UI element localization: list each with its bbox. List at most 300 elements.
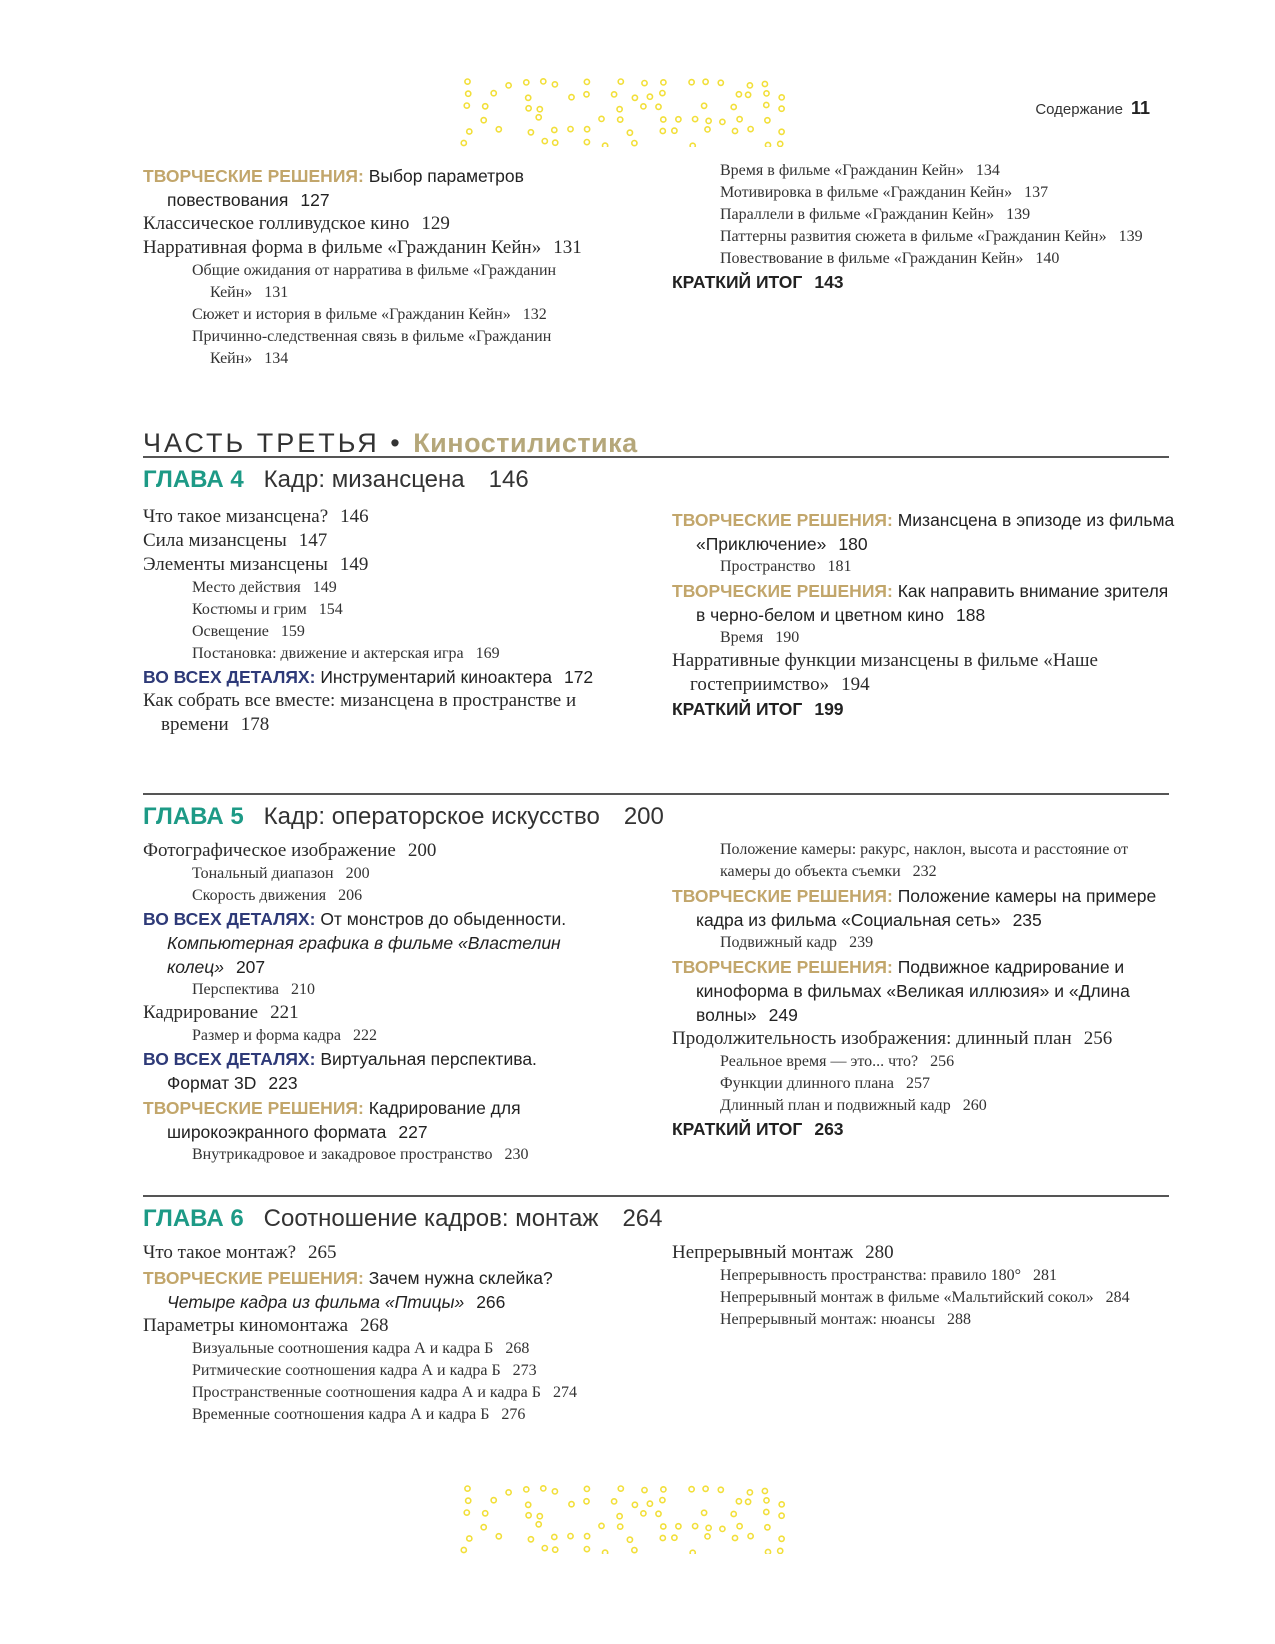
decor-dot: [705, 127, 710, 132]
toc-entry: [143, 304, 603, 326]
toc-page-number: 132: [522, 306, 547, 323]
decor-dot: [765, 142, 770, 147]
decor-dot: [693, 1524, 698, 1529]
toc-page-number: 149: [339, 554, 369, 575]
decor-dot: [642, 1488, 647, 1493]
decor-dot: [526, 95, 531, 100]
decor-dot: [599, 116, 604, 121]
running-title: Содержание: [1035, 101, 1123, 118]
decor-dot: [506, 1490, 511, 1495]
toc-page-number: 221: [270, 1002, 299, 1023]
toc-entry: [143, 553, 603, 577]
decor-dot: [690, 143, 695, 147]
decor-dot: [746, 1499, 751, 1504]
feature-keyword: ТВОРЧЕСКИЕ РЕШЕНИЯ:: [672, 886, 893, 906]
toc-page-number: 178: [240, 714, 270, 735]
toc-entry: [672, 160, 1182, 182]
chapter-4-heading: [143, 466, 529, 494]
toc-entry: [143, 599, 603, 621]
toc-entry: [672, 204, 1182, 226]
toc-ch5-right: [672, 839, 1182, 1141]
decor-dot: [731, 1511, 736, 1516]
decor-dot: [718, 1487, 723, 1492]
toc-page-number: 207: [235, 957, 266, 977]
toc-entry-text: Фотографическое изображение: [143, 840, 396, 861]
toc-entry-text: Классическое голливудское кино: [143, 213, 410, 234]
toc-entry-text: Что такое мизансцена?: [143, 506, 329, 527]
divider: [143, 793, 1169, 795]
decor-dot: [585, 1534, 590, 1539]
toc-page-number: 140: [1035, 250, 1060, 267]
toc-entry: [143, 885, 603, 907]
toc-entry-text: Элементы мизансцены: [143, 554, 328, 575]
decor-dot: [720, 119, 725, 124]
toc-entry-text: Причинно-следственная связь в фильме «Гражданин Кейн»: [192, 328, 552, 367]
decor-dot: [748, 1534, 753, 1539]
decor-dot: [778, 141, 783, 146]
decor-dot: [528, 130, 533, 135]
toc-entry-text: Размер и форма кадра: [192, 1027, 341, 1044]
toc-entry: [143, 505, 603, 529]
chapter-page: 146: [488, 466, 529, 493]
toc-feature-entry: [672, 579, 1182, 627]
decor-dot: [672, 128, 677, 133]
toc-page-number: 169: [475, 645, 500, 662]
decor-dot: [568, 127, 573, 132]
decor-dot: [661, 1524, 666, 1529]
decor-dot: [599, 1523, 604, 1528]
toc-entry-text: Зачем нужна склейка?: [368, 1268, 553, 1288]
toc-page-number: 190: [775, 629, 800, 646]
decor-dot: [466, 91, 471, 96]
toc-entry: [143, 1404, 603, 1426]
decor-dot: [661, 1487, 666, 1492]
toc-page-number: 284: [1105, 1289, 1130, 1306]
toc-page-number: 131: [264, 284, 289, 301]
part-prefix: ЧАСТЬ ТРЕТЬЯ •: [143, 428, 403, 458]
toc-entry: [143, 236, 603, 260]
toc-page-number: 137: [1024, 184, 1049, 201]
toc-feature-entry: [143, 1266, 603, 1314]
decor-dot: [552, 82, 557, 87]
toc-entry-subtitle: Компьютерная графика в фильме «Властелин колец»: [167, 933, 561, 977]
toc-page-number: 172: [563, 667, 594, 687]
toc-feature-entry: [672, 508, 1182, 556]
decor-dot: [496, 1534, 501, 1539]
decor-dot: [496, 127, 501, 132]
decor-dot: [779, 1502, 784, 1507]
decor-dot: [461, 140, 466, 145]
decor-dot: [661, 117, 666, 122]
decor-dot: [632, 141, 637, 146]
decor-dot: [690, 1550, 695, 1554]
toc-entry-text: Непрерывность пространства: правило 180°: [720, 1267, 1022, 1284]
toc-page-number: 263: [814, 1119, 844, 1139]
decor-dot: [617, 1514, 622, 1519]
toc-entry-text: Сила мизансцены: [143, 530, 287, 551]
decor-dot: [618, 1524, 623, 1529]
chapter-label: ГЛАВА 4: [143, 466, 244, 493]
decor-dot: [764, 1498, 769, 1503]
decor-dot: [706, 1525, 711, 1530]
decor-dot: [464, 1510, 469, 1515]
toc-summary-entry: [672, 697, 1182, 721]
decor-dot: [584, 1486, 589, 1491]
toc-entry-text: Подвижное кадрирование и киноформа в фильмах «Великая иллюзия» и «Длина волны»: [696, 957, 1130, 1025]
decor-dot: [466, 1498, 471, 1503]
decor-dot: [779, 95, 784, 100]
toc-entry: [143, 577, 603, 599]
decor-dot: [778, 1548, 783, 1553]
chapter-label: ГЛАВА 6: [143, 1205, 244, 1232]
toc-entry: [672, 649, 1182, 697]
decor-dot: [553, 140, 558, 145]
toc-page-number: 146: [340, 506, 369, 527]
decor-dot: [764, 102, 769, 107]
toc-entry: [672, 1027, 1182, 1051]
decor-dot: [660, 1535, 665, 1540]
decor-dot: [537, 1514, 542, 1519]
chapter-5-heading: [143, 803, 664, 831]
decor-dot: [660, 128, 665, 133]
chapter-page: 200: [623, 803, 664, 830]
decor-dot: [461, 1547, 466, 1552]
toc-page-number: 127: [300, 190, 330, 210]
toc-page-number: 274: [552, 1384, 577, 1401]
decor-dot: [481, 118, 486, 123]
decor-dot: [632, 95, 637, 100]
toc-entry-text: Продолжительность изображения: длинный план: [672, 1028, 1072, 1049]
decor-dot: [536, 115, 541, 120]
toc-entry-text: Положение камеры на примере кадра из фильма «Социальная сеть»: [696, 886, 1157, 930]
decor-dot: [568, 1534, 573, 1539]
toc-entry-text: КРАТКИЙ ИТОГ: [672, 272, 803, 292]
toc-entry: [672, 226, 1182, 248]
toc-ch6-right: [672, 1241, 1182, 1331]
toc-page-number: 265: [308, 1242, 337, 1263]
decor-dot: [693, 117, 698, 122]
decor-dot: [676, 1524, 681, 1529]
chapter-label: ГЛАВА 5: [143, 803, 244, 830]
part-title: Киностилистика: [413, 428, 638, 458]
decor-dot: [632, 1548, 637, 1553]
chapter-title: Кадр: операторское искусство: [263, 803, 600, 830]
toc-entry: [143, 1241, 603, 1265]
decor-dot: [506, 83, 511, 88]
toc-entry-text: Мотивировка в фильме «Гражданин Кейн»: [720, 184, 1013, 201]
decor-dot: [537, 107, 542, 112]
decor-dot: [483, 1511, 488, 1516]
decor-dot: [552, 1489, 557, 1494]
decor-dot: [585, 127, 590, 132]
toc-entry-text: Параллели в фильме «Гражданин Кейн»: [720, 206, 995, 223]
toc-page-number: 288: [947, 1311, 972, 1328]
dotted-decoration-bottom: [455, 1482, 800, 1554]
decor-dot: [584, 140, 589, 145]
toc-feature-entry: [672, 884, 1182, 932]
toc-entry-text: Функции длинного плана: [720, 1075, 894, 1092]
toc-entry: [672, 1095, 1182, 1117]
toc-entry-text: КРАТКИЙ ИТОГ: [672, 699, 803, 719]
toc-top-left: [143, 163, 603, 370]
decor-dot: [676, 117, 681, 122]
toc-page-number: 210: [290, 981, 315, 998]
toc-entry: [672, 1051, 1182, 1073]
feature-keyword: ТВОРЧЕСКИЕ РЕШЕНИЯ:: [143, 1268, 364, 1288]
dotted-decoration-top: [455, 75, 800, 147]
decor-dot: [627, 130, 632, 135]
decor-dot: [656, 1511, 661, 1516]
toc-page-number: 194: [841, 674, 870, 695]
toc-entry-text: Подвижный кадр: [720, 934, 838, 951]
decor-dot: [703, 1486, 708, 1491]
decor-dot: [617, 107, 622, 112]
toc-entry-text: Костюмы и грим: [192, 601, 307, 618]
decor-dot: [703, 79, 708, 84]
decor-dot: [618, 79, 623, 84]
page-number: 11: [1130, 98, 1150, 118]
feature-keyword: ТВОРЧЕСКИЕ РЕШЕНИЯ:: [143, 1098, 364, 1118]
toc-entry-text: Длинный план и подвижный кадр: [720, 1097, 951, 1114]
toc-page-number: 249: [768, 1005, 798, 1025]
feature-keyword: ВО ВСЕХ ДЕТАЛЯХ:: [143, 909, 316, 929]
toc-page-number: 143: [814, 272, 844, 292]
toc-entry-text: Повествование в фильме «Гражданин Кейн»: [720, 250, 1024, 267]
divider: [143, 1195, 1169, 1197]
toc-entry-text: Пространственные соотношения кадра А и кадра Б: [192, 1384, 541, 1401]
toc-page-number: 230: [504, 1146, 529, 1163]
toc-page-number: 268: [505, 1340, 530, 1357]
toc-entry-text: Внутрикадровое и закадровое пространство: [192, 1146, 493, 1163]
toc-entry-text: Нарративная форма в фильме «Гражданин Кейн»: [143, 237, 542, 258]
toc-entry-text: От монстров до обыденности.: [320, 909, 567, 929]
decor-dot: [603, 143, 608, 147]
decor-dot: [718, 80, 723, 85]
toc-entry: [143, 529, 603, 553]
feature-keyword: ТВОРЧЕСКИЕ РЕШЕНИЯ:: [672, 510, 893, 530]
toc-entry: [672, 1309, 1182, 1331]
decor-dot: [746, 92, 751, 97]
decor-dot: [528, 1537, 533, 1542]
toc-entry-text: Нарративные функции мизансцены в фильме «Наше гостеприимство»: [672, 650, 1098, 695]
toc-entry: [672, 932, 1182, 954]
decor-dot: [584, 1547, 589, 1552]
decor-dot: [526, 1513, 531, 1518]
toc-entry-text: Ритмические соотношения кадра А и кадра Б: [192, 1362, 501, 1379]
toc-entry-text: Время в фильме «Гражданин Кейн»: [720, 162, 964, 179]
toc-entry: [143, 1314, 603, 1338]
toc-summary-entry: [672, 1117, 1182, 1141]
toc-entry: [143, 621, 603, 643]
decor-dot: [748, 127, 753, 132]
toc-page-number: 232: [912, 863, 937, 880]
toc-entry-text: Виртуальная перспектива. Формат 3D: [167, 1049, 537, 1093]
toc-page-number: 131: [553, 237, 582, 258]
toc-page-number: 239: [849, 934, 874, 951]
decor-dot: [779, 106, 784, 111]
feature-keyword: ВО ВСЕХ ДЕТАЛЯХ:: [143, 1049, 316, 1069]
decor-dot: [467, 1536, 472, 1541]
toc-entry-text: Общие ожидания от нарратива в фильме «Гражданин Кейн»: [192, 262, 557, 301]
toc-entry: [143, 979, 603, 1001]
toc-entry: [672, 1073, 1182, 1095]
toc-page-number: 147: [298, 530, 328, 551]
decor-dot: [765, 1549, 770, 1554]
decor-dot: [720, 1526, 725, 1531]
toc-entry: [143, 260, 603, 304]
toc-page-number: 181: [827, 558, 852, 575]
toc-entry-text: Паттерны развития сюжета в фильме «Гражданин Кейн»: [720, 228, 1107, 245]
decor-dot: [632, 1502, 637, 1507]
decor-dot: [762, 81, 767, 86]
toc-entry-text: Сюжет и история в фильме «Гражданин Кейн»: [192, 306, 511, 323]
toc-entry: [672, 182, 1182, 204]
toc-top-right: [672, 160, 1182, 294]
toc-entry: [672, 1287, 1182, 1309]
decor-dot: [491, 1498, 496, 1503]
decor-dot: [660, 91, 665, 96]
toc-entry-text: Временные соотношения кадра А и кадра Б: [192, 1406, 490, 1423]
decor-dot: [689, 1487, 694, 1492]
toc-page-number: 222: [353, 1027, 377, 1044]
toc-entry: [143, 1338, 603, 1360]
decor-dot: [641, 104, 646, 109]
toc-entry: [143, 689, 603, 737]
decor-dot: [552, 1534, 557, 1539]
decor-dot: [627, 1537, 632, 1542]
decor-dot: [779, 1536, 784, 1541]
toc-entry-text: Постановка: движение и актерская игра: [192, 645, 464, 662]
decor-dot: [552, 127, 557, 132]
toc-feature-entry: [143, 665, 603, 689]
toc-page-number: 149: [312, 579, 337, 596]
toc-page-number: 273: [512, 1362, 537, 1379]
decor-dot: [524, 80, 529, 85]
toc-page-number: 139: [1118, 228, 1143, 245]
toc-entry-text: Положение камеры: ракурс, наклон, высота и расстояние от камеры до объекта съемки: [720, 841, 1129, 880]
decor-dot: [584, 92, 589, 97]
toc-entry-text: Освещение: [192, 623, 269, 640]
decor-dot: [553, 1547, 558, 1552]
toc-entry-text: Непрерывный монтаж в фильме «Мальтийский сокол»: [720, 1289, 1094, 1306]
chapter-title: Кадр: мизансцена: [263, 466, 465, 493]
toc-entry: [143, 863, 603, 885]
toc-entry: [143, 1382, 603, 1404]
decor-dot: [747, 83, 752, 88]
decor-dot: [542, 1546, 547, 1551]
toc-entry: [672, 839, 1182, 883]
toc-entry: [672, 556, 1182, 578]
toc-entry: [672, 1265, 1182, 1287]
decor-dot: [584, 1499, 589, 1504]
decor-dot: [542, 139, 547, 144]
decor-dot: [603, 1550, 608, 1554]
decor-dot: [731, 104, 736, 109]
toc-entry: [672, 1241, 1182, 1265]
toc-entry-text: Непрерывный монтаж: нюансы: [720, 1311, 936, 1328]
decor-dot: [779, 1513, 784, 1518]
decor-dot: [569, 1502, 574, 1507]
toc-entry-text: Как собрать все вместе: мизансцена в пространстве и времени: [143, 690, 577, 735]
toc-entry: [143, 839, 603, 863]
toc-entry-text: Пространство: [720, 558, 816, 575]
decor-dot: [618, 1486, 623, 1491]
decor-dot: [569, 95, 574, 100]
decor-dot: [536, 1522, 541, 1527]
toc-entry: [143, 1025, 603, 1047]
toc-entry: [143, 326, 603, 370]
toc-ch5-left: [143, 839, 603, 1166]
toc-entry-subtitle: Четыре кадра из фильма «Птицы»: [167, 1292, 465, 1312]
toc-page-number: 154: [318, 601, 343, 618]
toc-entry: [143, 1360, 603, 1382]
toc-page-number: 260: [962, 1097, 987, 1114]
decor-dot: [736, 1499, 741, 1504]
decor-dot: [764, 1509, 769, 1514]
chapter-page: 264: [622, 1205, 663, 1232]
toc-page-number: 235: [1012, 910, 1042, 930]
decor-dot: [483, 104, 488, 109]
toc-entry: [143, 212, 603, 236]
toc-entry-text: Кадрирование: [143, 1002, 259, 1023]
decor-dot: [541, 1486, 546, 1491]
decor-dot: [765, 1525, 770, 1530]
toc-entry-text: Время: [720, 629, 764, 646]
toc-entry-text: Перспектива: [192, 981, 279, 998]
toc-feature-entry: [672, 955, 1182, 1027]
toc-summary-entry: [672, 270, 1182, 294]
toc-page-number: 281: [1033, 1267, 1058, 1284]
toc-entry-text: Параметры киномонтажа: [143, 1315, 349, 1336]
decor-dot: [541, 79, 546, 84]
toc-entry: [143, 1001, 603, 1025]
toc-entry-text: Реальное время — это... что?: [720, 1053, 919, 1070]
decor-dot: [732, 1535, 737, 1540]
decor-dot: [465, 79, 470, 84]
divider: [143, 456, 1169, 458]
decor-dot: [736, 92, 741, 97]
toc-page-number: 268: [360, 1315, 389, 1336]
decor-dot: [672, 1535, 677, 1540]
toc-feature-entry: [143, 1047, 603, 1095]
part-heading: [143, 428, 638, 459]
feature-keyword: ТВОРЧЕСКИЕ РЕШЕНИЯ:: [143, 166, 364, 186]
decor-dot: [732, 128, 737, 133]
decor-dot: [618, 117, 623, 122]
toc-page-number: 180: [838, 534, 868, 554]
decor-dot: [642, 81, 647, 86]
decor-dot: [737, 117, 742, 122]
decor-dot: [705, 1534, 710, 1539]
toc-page-number: 266: [476, 1292, 506, 1312]
feature-keyword: ТВОРЧЕСКИЕ РЕШЕНИЯ:: [672, 957, 893, 977]
chapter-6-heading: [143, 1205, 662, 1233]
toc-page-number: 256: [930, 1053, 955, 1070]
decor-dot: [612, 92, 617, 97]
toc-page-number: 227: [398, 1122, 428, 1142]
toc-entry-text: Выбор параметров повествования: [167, 166, 524, 210]
decor-dot: [481, 1525, 486, 1530]
chapter-title: Соотношение кадров: монтаж: [263, 1205, 599, 1232]
decor-dot: [524, 1487, 529, 1492]
decor-dot: [706, 118, 711, 123]
decor-dot: [689, 80, 694, 85]
decor-dot: [584, 79, 589, 84]
toc-page-number: 159: [280, 623, 305, 640]
toc-entry: [143, 643, 603, 665]
decor-dot: [702, 1510, 707, 1515]
decor-dot: [765, 118, 770, 123]
